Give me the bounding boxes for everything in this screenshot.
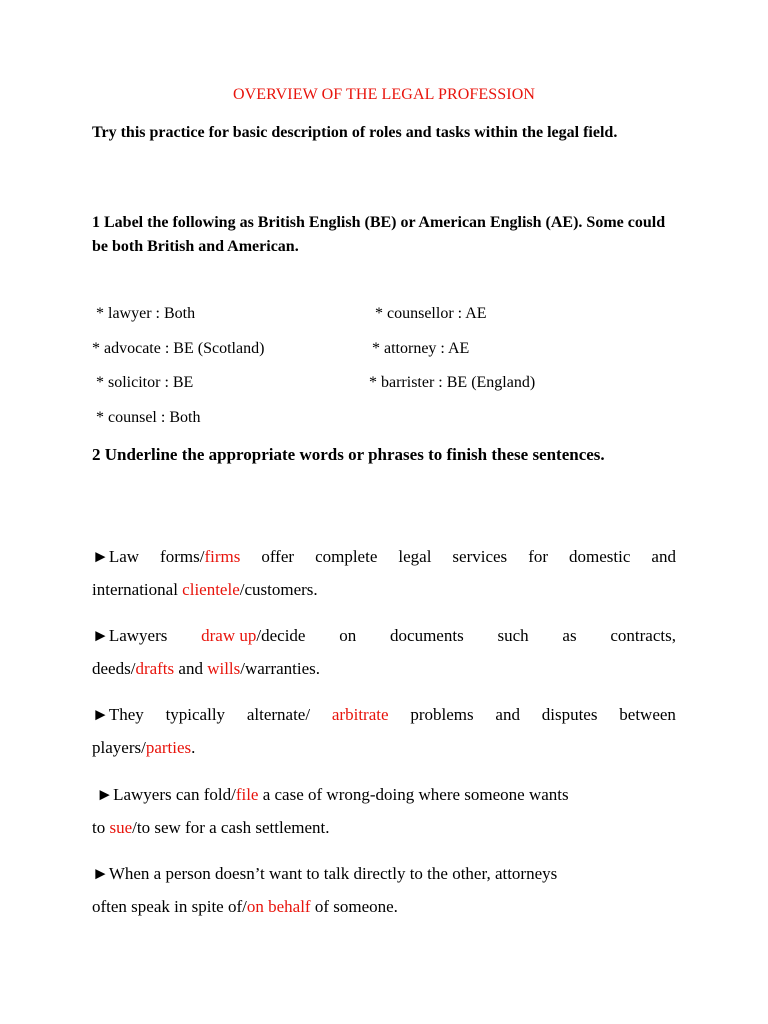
text: often speak in spite of/ bbox=[92, 897, 247, 916]
exercise-2-instruction: 2 Underline the appropriate words or phrases to finish these sentences. bbox=[92, 445, 605, 464]
sentence-2-line-1 bbox=[92, 619, 676, 652]
intro-text: Try this practice for basic description of roles and tasks within the legal field. bbox=[92, 124, 618, 141]
word: typically bbox=[165, 705, 226, 724]
answer-clientele: clientele bbox=[182, 580, 240, 599]
word: problems bbox=[410, 705, 474, 724]
word: on bbox=[339, 626, 357, 645]
sentence-5-line-2 bbox=[92, 890, 676, 923]
word: offer bbox=[261, 547, 295, 566]
exercise-1-instruction: 1 Label the following as British English (BE) or American English (AE). Some could be both British and American. bbox=[92, 214, 666, 255]
answer-arbitrate: arbitrate bbox=[331, 705, 389, 724]
sentence-1 bbox=[92, 540, 676, 606]
text: ►Lawyers can fold/ bbox=[92, 785, 236, 804]
text: of someone. bbox=[310, 897, 398, 916]
word: ►Lawyers bbox=[92, 626, 168, 645]
word: as bbox=[562, 626, 577, 645]
term-advocate: * advocate : BE (Scotland) bbox=[92, 340, 265, 357]
word: and bbox=[651, 547, 676, 566]
word: forms/ bbox=[160, 547, 205, 566]
word: legal bbox=[398, 547, 432, 566]
text: international bbox=[92, 580, 183, 599]
answer-draw-up: draw up bbox=[201, 626, 257, 645]
answer-file: file bbox=[235, 785, 259, 804]
term-lawyer: * lawyer : Both bbox=[96, 305, 196, 322]
answer-firms: firms bbox=[204, 547, 241, 566]
word: disputes bbox=[541, 705, 598, 724]
answer-parties: parties bbox=[145, 738, 192, 757]
word: and bbox=[495, 705, 520, 724]
word-group bbox=[201, 619, 305, 652]
text: /to sew for a cash settlement. bbox=[132, 818, 330, 837]
text: /warranties. bbox=[240, 659, 321, 678]
sentence-1-line-2 bbox=[92, 573, 676, 606]
term-barrister: * barrister : BE (England) bbox=[369, 374, 536, 391]
text: players/ bbox=[92, 738, 146, 757]
word: alternate/ bbox=[246, 705, 311, 724]
sentence-2-line-2 bbox=[92, 652, 676, 685]
text: deeds/ bbox=[92, 659, 136, 678]
answer-drafts: drafts bbox=[135, 659, 175, 678]
sentence-1-line-1 bbox=[92, 540, 676, 573]
sentence-3 bbox=[92, 698, 676, 764]
word: complete bbox=[315, 547, 378, 566]
word: /decide bbox=[256, 626, 306, 645]
page-title: OVERVIEW OF THE LEGAL PROFESSION bbox=[232, 86, 536, 103]
term-counsellor: * counsellor : AE bbox=[375, 305, 487, 322]
word: documents bbox=[390, 626, 464, 645]
text: to bbox=[92, 818, 110, 837]
sentence-3-line-1 bbox=[92, 698, 676, 731]
sentence-4-line-2 bbox=[92, 811, 676, 844]
text: . bbox=[191, 738, 196, 757]
sentence-5 bbox=[92, 857, 676, 923]
sentence-3-line-2 bbox=[92, 731, 676, 764]
word: domestic bbox=[569, 547, 631, 566]
text: a case of wrong-doing where someone wants bbox=[258, 785, 569, 804]
term-solicitor: * solicitor : BE bbox=[96, 374, 194, 391]
answer-wills: wills bbox=[207, 659, 241, 678]
sentence-5-line-1: ►When a person doesn’t want to talk directly to the other, attorneys bbox=[92, 864, 558, 883]
word: for bbox=[528, 547, 549, 566]
text: /customers. bbox=[239, 580, 318, 599]
answer-sue: sue bbox=[109, 818, 133, 837]
text: and bbox=[174, 659, 208, 678]
word: ►They bbox=[92, 705, 144, 724]
sentence-4 bbox=[92, 778, 676, 844]
word: between bbox=[619, 705, 676, 724]
sentence-4-line-1 bbox=[92, 778, 676, 811]
word-group bbox=[160, 540, 240, 573]
word: ►Law bbox=[92, 547, 140, 566]
word: such bbox=[497, 626, 529, 645]
answer-on-behalf: on behalf bbox=[246, 897, 311, 916]
word: contracts, bbox=[610, 626, 676, 645]
term-attorney: * attorney : AE bbox=[372, 340, 470, 357]
word: services bbox=[452, 547, 508, 566]
sentence-2 bbox=[92, 619, 676, 685]
term-counsel: * counsel : Both bbox=[96, 409, 201, 426]
